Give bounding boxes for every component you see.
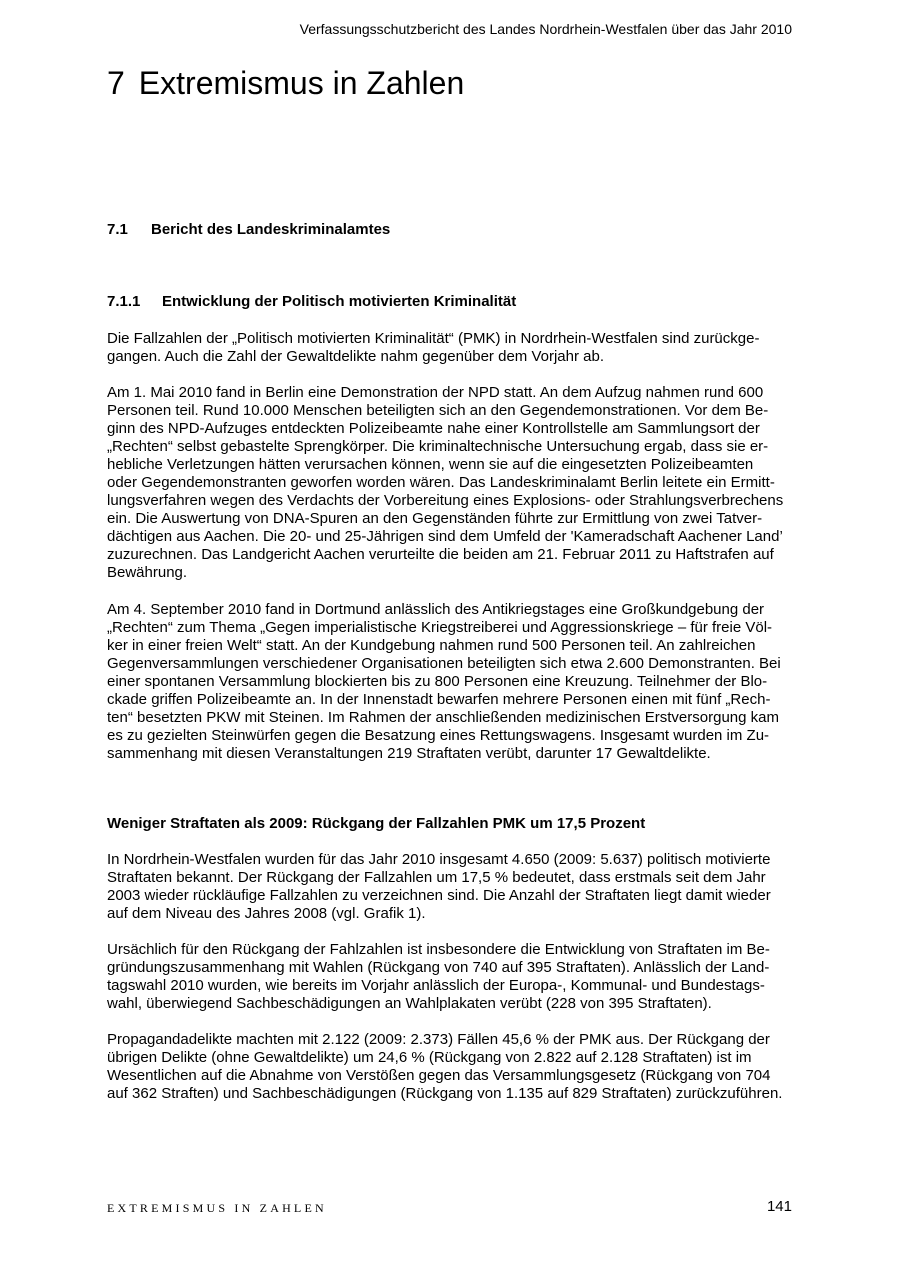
text-line: Am 4. September 2010 fand in Dortmund anlässlich des Antikriegstages eine Großkundgebung der	[107, 601, 765, 618]
text-line: Am 1. Mai 2010 fand in Berlin eine Demonstration der NPD statt. An dem Aufzug nahmen rund 600	[107, 384, 764, 401]
paragraph-1	[107, 330, 792, 366]
footer-section-label: EXTREMISMUS IN ZAHLEN	[107, 1201, 327, 1215]
bold-heading: Weniger Straftaten als 2009: Rückgang der Fallzahlen PMK um 17,5 Prozent	[107, 815, 646, 832]
text-line: auf 362 Straften) und Sachbeschädigungen (Rückgang von 1.135 auf 829 Straftaten) zurückzuführen.	[107, 1085, 783, 1102]
text-line: wahl, überwiegend Sachbeschädigungen an Wahlplakaten verübt (228 von 395 Straftaten).	[107, 995, 712, 1012]
text-line: 2003 wieder rückläufige Fallzahlen zu verzeichnen sind. Die Anzahl der Straftaten liegt damit wieder	[107, 887, 771, 904]
text-line: gangen. Auch die Zahl der Gewaltdelikte nahm gegenüber dem Vorjahr ab.	[107, 348, 604, 365]
text-line: gründungszusammenhang mit Wahlen (Rückgang von 740 auf 395 Straftaten). Anlässlich der Land-	[107, 959, 770, 976]
text-line: Gegenversammlungen verschiedener Organisationen beteiligten sich etwa 2.600 Demonstranten. Bei	[107, 655, 781, 672]
text-line: ein. Die Auswertung von DNA-Spuren an den Gegenständen führte zur Ermittlung von zwei Tatver-	[107, 510, 763, 527]
paragraph-3	[107, 601, 792, 763]
text-line: oder Gegendemonstranten geworfen worden wären. Das Landeskriminalamt Berlin leitete ein Ermitt-	[107, 474, 775, 491]
text-line: Ursächlich für den Rückgang der Fahlzahlen ist insbesondere die Entwicklung von Straftaten im Be-	[107, 941, 770, 958]
section-title: Bericht des Landeskriminalamtes	[151, 221, 391, 238]
paragraph-2	[107, 384, 792, 582]
text-line: In Nordrhein-Westfalen wurden für das Jahr 2010 insgesamt 4.650 (2009: 5.637) politisch motivierte	[107, 851, 771, 868]
subsection-heading	[107, 293, 516, 311]
text-line: Bewährung.	[107, 564, 188, 581]
text-line: Wesentlichen auf die Abnahme von Verstößen gegen das Versammlungsgesetz (Rückgang von 704	[107, 1067, 771, 1084]
subsection-title: Entwicklung der Politisch motivierten Kriminalität	[162, 293, 517, 310]
text-line: ten“ besetzten PKW mit Steinen. Im Rahmen der anschließenden medizinischen Erstversorgung kam	[107, 709, 779, 726]
text-line: ginn des NPD-Aufzuges entdeckten Polizeibeamte nahe einer Kontrollstelle am Sammlungsort der	[107, 420, 760, 437]
running-header: Verfassungsschutzbericht des Landes Nordrhein-Westfalen über das Jahr 2010	[299, 21, 792, 37]
text-line: zuzurechnen. Das Landgericht Aachen verurteilte die beiden am 21. Februar 2011 zu Haftstrafen auf	[107, 546, 774, 563]
text-line: Straftaten bekannt. Der Rückgang der Fallzahlen um 17,5 % bedeutet, dass erstmals seit dem Jahr	[107, 869, 766, 886]
section-heading	[107, 221, 390, 239]
chapter-number: 7	[107, 65, 125, 101]
text-line: übrigen Delikte (ohne Gewaltdelikte) um 24,6 % (Rückgang von 2.822 auf 2.128 Straftaten) ist im	[107, 1049, 752, 1066]
text-line: „Rechten“ selbst gebastelte Sprengkörper. Die kriminaltechnische Untersuchung ergab, dass sie er-	[107, 438, 769, 455]
text-line: sammenhang mit diesen Veranstaltungen 219 Straftaten verübt, darunter 17 Gewaltdelikte.	[107, 745, 711, 762]
text-line: dächtigen aus Aachen. Die 20- und 25-Jährigen sind dem Umfeld der 'Kameradschaft Aachener Land’	[107, 528, 783, 545]
text-line: Die Fallzahlen der „Politisch motivierten Kriminalität“ (PMK) in Nordrhein-Westfalen sind zurückge-	[107, 330, 760, 347]
subsection-number: 7.1.1	[107, 293, 141, 310]
paragraph-4	[107, 851, 792, 923]
section-number: 7.1	[107, 221, 128, 238]
text-line: ker in einer freien Welt“ statt. An der Kundgebung nahmen rund 500 Personen teil. An zahlreichen	[107, 637, 756, 654]
text-line: Propagandadelikte machten mit 2.122 (2009: 2.373) Fällen 45,6 % der PMK aus. Der Rückgang der	[107, 1031, 770, 1048]
text-line: ckade griffen Polizeibeamte an. In der Innenstadt bewarfen mehrere Personen einen mit fünf „Rech-	[107, 691, 771, 708]
text-line: „Rechten“ zum Thema „Gegen imperialistische Kriegstreiberei und Aggressionskriege – für freie Völ-	[107, 619, 773, 636]
text-line: einer spontanen Versammlung blockierten bis zu 800 Personen eine Kreuzung. Teilnehmer der Blo-	[107, 673, 768, 690]
chapter-title-text: Extremismus in Zahlen	[138, 65, 465, 101]
text-line: tagswahl 2010 wurden, wie bereits im Vorjahr anlässlich der Europa-, Kommunal- und Bundestags-	[107, 977, 765, 994]
text-line: Personen teil. Rund 10.000 Menschen beteiligten sich an den Gegendemonstrationen. Vor dem Be-	[107, 402, 769, 419]
paragraph-6	[107, 1031, 792, 1103]
text-line: lungsverfahren wegen des Verdachts der Vorbereitung eines Explosions- oder Strahlungsverbrechens	[107, 492, 784, 509]
text-line: auf dem Niveau des Jahres 2008 (vgl. Grafik 1).	[107, 905, 426, 922]
page-number: 141	[766, 1198, 792, 1215]
chapter-title	[107, 64, 464, 102]
text-line: hebliche Verletzungen hätten verursachen können, wenn sie auf die eingesetzten Polizeibeamten	[107, 456, 754, 473]
paragraph-5	[107, 941, 792, 1013]
text-line: es zu gezielten Steinwürfen gegen die Besatzung eines Rettungswagens. Insgesamt wurden im Zu-	[107, 727, 770, 744]
